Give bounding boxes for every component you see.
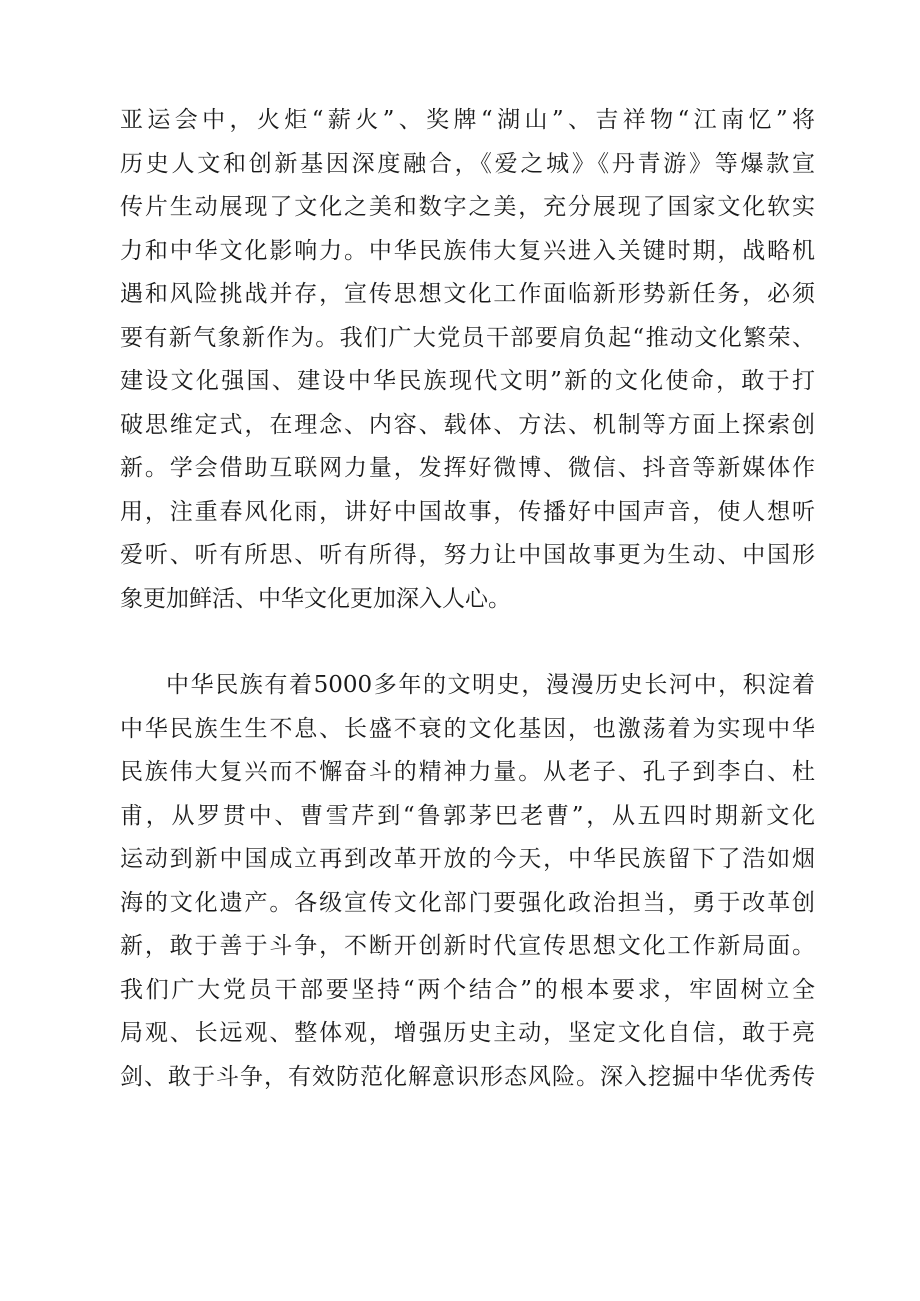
paragraph-line: 象更加鲜活、中华文化更加深入人心。 [120, 585, 511, 612]
paragraph-line: 建设文化强国、建设中华民族现代文明”新的文化使命，敢于打 [120, 368, 815, 394]
paragraph-line: 运动到新中国成立再到改革开放的今天，中华民族留下了浩如烟 [120, 846, 815, 872]
paragraph-line: 亚运会中，火炬“薪火”、奖牌“湖山”、吉祥物“江南忆”将 [120, 107, 815, 133]
paragraph-line: 中华民族生生不息、长盛不衰的文化基因，也激荡着为实现中华 [120, 715, 815, 742]
paragraph-line: 爱听、听有所思、听有所得，努力让中国故事更为生动、中国形 [120, 542, 815, 568]
paragraph-line: 剑、敢于斗争，有效防范化解意识形态风险。深入挖掘中华优秀传 [120, 1063, 815, 1090]
paragraph-line: 历史人文和创新基因深度融合，《爱之城》《丹青游》等爆款宣 [120, 150, 815, 177]
paragraph-line: 我们广大党员干部要坚持“两个结合”的根本要求，牢固树立全 [120, 976, 815, 1003]
paragraph-line: 力和中华文化影响力。中华民族伟大复兴进入关键时期，战略机 [120, 237, 815, 264]
paragraph-line: 民族伟大复兴而不懈奋斗的精神力量。从老子、孔子到李白、杜 [120, 759, 815, 785]
paragraph-line: 新。学会借助互联网力量，发挥好微博、微信、抖音等新媒体作 [120, 455, 815, 481]
paragraph-line: 用，注重春风化雨，讲好中国故事，传播好中国声音，使人想听 [120, 498, 815, 525]
paragraph-line: 海的文化遗产。各级宣传文化部门要强化政治担当，勇于改革创 [120, 889, 815, 916]
paragraph-1 [120, 99, 815, 621]
paragraph-line: 破思维定式，在理念、内容、载体、方法、机制等方面上探索创 [120, 411, 815, 438]
paragraph-line: 要有新气象新作为。我们广大党员干部要肩负起“推动文化繁荣、 [120, 324, 815, 351]
paragraph-line: 遇和风险挑战并存，宣传思想文化工作面临新形势新任务，必须 [120, 281, 815, 307]
paragraph-line: 中华民族有着5000多年的文明史，漫漫历史长河中，积淀着 [166, 672, 815, 698]
paragraph-2 [120, 664, 815, 1099]
paragraph-line: 局观、长远观、整体观，增强历史主动，坚定文化自信，敢于亮 [120, 1020, 815, 1046]
paragraph-line: 传片生动展现了文化之美和数字之美，充分展现了国家文化软实 [120, 194, 815, 220]
paragraph-line: 新，敢于善于斗争，不断开创新时代宣传思想文化工作新局面。 [120, 933, 815, 959]
paragraph-line: 甫，从罗贯中、曹雪芹到“鲁郭茅巴老曹”，从五四时期新文化 [120, 802, 815, 829]
